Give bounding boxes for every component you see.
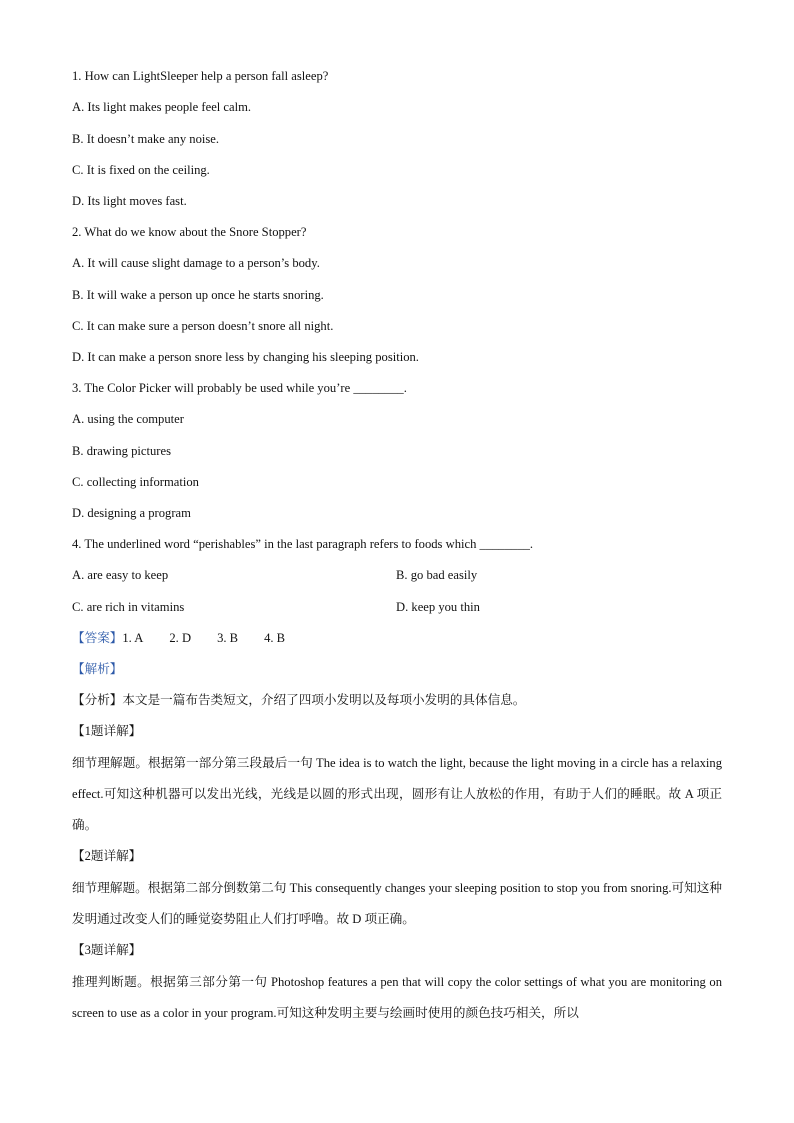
detail-1-tag: 【1题详解】 — [72, 724, 142, 738]
question-4-option-a: A. are easy to keep — [72, 568, 169, 582]
answer-item-2: 2. D — [169, 631, 192, 645]
question-2-stem: 2. What do we know about the Snore Stopper? — [72, 225, 307, 239]
summary-text: 本文是一篇布告类短文，介绍了四项小发明以及每项小发明的具体信息。 — [122, 693, 526, 707]
detail-2-tag: 【2题详解】 — [72, 849, 142, 863]
question-1-option-b: B. It doesn’t make any noise. — [72, 132, 220, 146]
answer-item-4: 4. B — [264, 631, 286, 645]
question-1-option-c: C. It is fixed on the ceiling. — [72, 163, 210, 177]
question-2-option-a: A. It will cause slight damage to a person’s body. — [72, 256, 320, 270]
question-3-option-b: B. drawing pictures — [72, 444, 171, 458]
question-1-stem: 1. How can LightSleeper help a person fall asleep? — [72, 69, 329, 83]
answer-item-1: 1. A — [122, 631, 144, 645]
question-3-option-a: A. using the computer — [72, 412, 184, 426]
summary-line — [72, 691, 525, 709]
analysis-tag: 【解析】 — [72, 662, 123, 676]
answer-tag: 【答案】 — [72, 631, 123, 645]
detail-3-tag: 【3题详解】 — [72, 943, 142, 957]
answer-item-3: 3. B — [217, 631, 239, 645]
question-3-stem: 3. The Color Picker will probably be used while you’re ________. — [72, 381, 407, 395]
question-4-option-b: B. go bad easily — [396, 568, 478, 582]
answer-row — [72, 629, 311, 647]
question-2-option-d: D. It can make a person snore less by changing his sleeping position. — [72, 350, 419, 364]
detail-1-text: 细节理解题。根据第一部分第三段最后一句 The idea is to watch the light, because the light moving in a circle has a relaxing effect.可知这种机器可以发出光线，光线是以圆的形式出现，圆形有让人放松的作用，有助于人们的睡眠。故 A 项正确。 — [72, 756, 722, 832]
question-2-option-b: B. It will wake a person up once he starts snoring. — [72, 288, 324, 302]
question-1-option-d: D. Its light moves fast. — [72, 194, 187, 208]
detail-2-text: 细节理解题。根据第二部分倒数第二句 This consequently changes your sleeping position to stop you from snoring.可知这种发明通过改变人们的睡觉姿势阻止人们打呼噜。故 D 项正确。 — [72, 881, 722, 926]
question-1-option-a: A. Its light makes people feel calm. — [72, 100, 252, 114]
question-4-option-d: D. keep you thin — [396, 600, 480, 614]
summary-tag: 【分析】 — [72, 693, 123, 707]
question-3-option-c: C. collecting information — [72, 475, 199, 489]
question-2-option-c: C. It can make sure a person doesn’t snore all night. — [72, 319, 334, 333]
question-4-option-c: C. are rich in vitamins — [72, 600, 185, 614]
question-4-stem: 4. The underlined word “perishables” in the last paragraph refers to foods which ________. — [72, 537, 534, 551]
question-3-option-d: D. designing a program — [72, 506, 191, 520]
detail-3-text: 推理判断题。根据第三部分第一句 Photoshop features a pen that will copy the color settings of what you are monitoring on screen to use as a color in your program.可知这种发明主要与绘画时使用的颜色技巧相关，所以 — [72, 975, 722, 1020]
